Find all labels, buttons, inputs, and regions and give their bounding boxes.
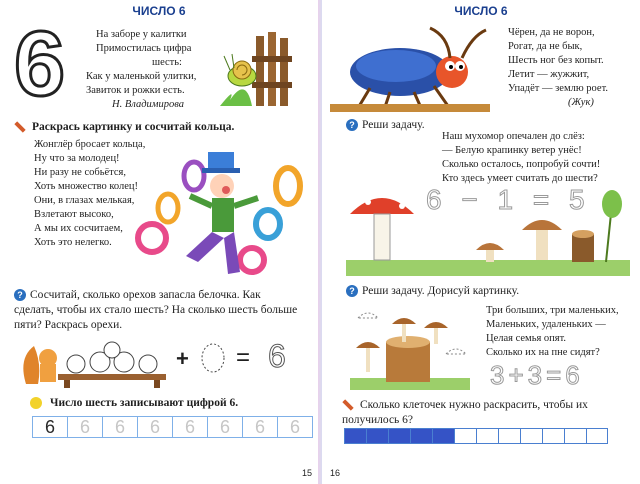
cell-filled bbox=[344, 428, 366, 444]
poem-line-4: Как у маленькой улитки, bbox=[86, 71, 197, 82]
right-task1-line-3: Сколько осталось, попробуй сочти! bbox=[442, 159, 601, 170]
cell-filled bbox=[388, 428, 410, 444]
equation-plus: + bbox=[176, 346, 189, 371]
page-number-left: 15 bbox=[301, 468, 312, 478]
writing-cell: 6 bbox=[289, 417, 300, 437]
beetle-illustration bbox=[330, 22, 490, 112]
dotted-equation-1: 6 − 1 = 5 bbox=[426, 184, 591, 215]
snail-fence-illustration bbox=[216, 26, 296, 112]
right-task3-block bbox=[342, 398, 630, 428]
stump-mushrooms-illustration bbox=[350, 302, 470, 390]
dotted-nut-outline bbox=[198, 340, 228, 376]
question-icon: ? bbox=[346, 285, 358, 297]
writing-row bbox=[30, 396, 238, 411]
cell-empty bbox=[542, 428, 564, 444]
task2-block bbox=[14, 288, 302, 333]
right-task2-title: Реши задачу. Дорисуй картинку. bbox=[362, 285, 520, 297]
right-task2-line-4: Сколько их на пне сидят? bbox=[486, 347, 600, 358]
squirrel-nuts-illustration bbox=[20, 338, 170, 388]
writing-cell: 6 bbox=[243, 417, 278, 437]
task1-row bbox=[14, 120, 234, 135]
right-task2-line-2: Маленьких, удаленьких — bbox=[486, 319, 606, 330]
poem-line-3: шесть: bbox=[152, 57, 182, 68]
cell-filled bbox=[366, 428, 388, 444]
riddle-line-4: Летит — жужжит, bbox=[508, 69, 590, 80]
task1-line-8: Хоть это нелегко. bbox=[34, 237, 112, 248]
riddle-line-2: Рогат, да не бык, bbox=[508, 41, 583, 52]
cell-filled bbox=[410, 428, 432, 444]
task1-line-1: Жонглёр бросает кольца, bbox=[34, 139, 146, 150]
cell-empty bbox=[586, 428, 608, 444]
writing-cells bbox=[32, 416, 313, 438]
riddle-line-3: Шесть ног без копыт. bbox=[508, 55, 604, 66]
pencil-icon bbox=[342, 400, 353, 411]
writing-cell: 6 bbox=[33, 417, 68, 437]
writing-cell: 6 bbox=[68, 417, 103, 437]
question-icon: ? bbox=[14, 289, 26, 301]
poem-line-2: Примостилась цифра bbox=[96, 43, 192, 54]
equation-equals: = bbox=[236, 344, 251, 371]
poem-line-1: На заборе у калитки bbox=[96, 29, 187, 40]
right-task2-row bbox=[346, 284, 519, 299]
cell-empty bbox=[454, 428, 476, 444]
cell-empty bbox=[564, 428, 586, 444]
writing-cell: 6 bbox=[208, 417, 243, 437]
right-task1-line-1: Наш мухомор опечален до слёз: bbox=[442, 131, 585, 142]
smiley-icon bbox=[30, 397, 42, 409]
cell-empty bbox=[498, 428, 520, 444]
writing-cell: 6 bbox=[138, 417, 173, 437]
right-page-header: ЧИСЛО 6 bbox=[454, 4, 508, 18]
writing-title: Число шесть записывают цифрой 6. bbox=[50, 397, 239, 409]
question-icon: ? bbox=[346, 119, 358, 131]
task2-text: Сосчитай, сколько орехов запасла белочка. Как сделать, чтобы их стало шесть? На сколько шесть больше пяти? Раскрась орехи. bbox=[14, 289, 298, 331]
right-page bbox=[322, 0, 640, 484]
left-page-header: ЧИСЛО 6 bbox=[132, 4, 186, 18]
task1-line-6: Взлетают высоко, bbox=[34, 209, 114, 220]
cell-filled bbox=[432, 428, 454, 444]
right-task2-line-1: Три больших, три маленьких, bbox=[486, 305, 619, 316]
poem-line-5: Завиток и рожки есть. bbox=[86, 85, 185, 96]
right-task1-title: Реши задачу. bbox=[362, 119, 425, 131]
task1-line-3: Ни разу не собьётся, bbox=[34, 167, 126, 178]
task1-line-4: Хоть множество колец! bbox=[34, 181, 139, 192]
task1-line-7: А мы их сосчитаем, bbox=[34, 223, 123, 234]
right-task2-line-3: Целая семья опят. bbox=[486, 333, 567, 344]
writing-cell: 6 bbox=[173, 417, 208, 437]
pencil-icon bbox=[14, 122, 25, 133]
cell-empty bbox=[476, 428, 498, 444]
big-digit-six: 6 bbox=[14, 13, 66, 115]
page-number-right: 16 bbox=[330, 468, 341, 478]
task1-line-5: Они, в глазах мелькая, bbox=[34, 195, 135, 206]
cell-empty bbox=[520, 428, 542, 444]
riddle-line-1: Чёрен, да не ворон, bbox=[508, 27, 595, 38]
juggler-illustration bbox=[128, 146, 304, 288]
left-page bbox=[0, 0, 318, 484]
poem-author: Н. Владимирова bbox=[112, 99, 184, 110]
right-task1-line-4: Кто здесь умеет считать до шести? bbox=[442, 173, 598, 184]
right-task3-text: Сколько клеточек нужно раскрасить, чтобы их получилось 6? bbox=[342, 399, 588, 426]
riddle-line-5: Упадёт — землю роет. bbox=[508, 83, 609, 94]
riddle-answer: (Жук) bbox=[568, 97, 594, 108]
coloring-cells bbox=[344, 428, 608, 444]
task1-title: Раскрась картинку и сосчитай кольца. bbox=[32, 121, 235, 133]
dotted-equation-2: 3+3=6 bbox=[490, 360, 584, 390]
task1-line-2: Ну что за молодец! bbox=[34, 153, 120, 164]
right-task1-line-2: — Белую крапинку ветер унёс! bbox=[442, 145, 582, 156]
equation-result: 6 bbox=[268, 338, 286, 374]
writing-cell: 6 bbox=[103, 417, 138, 437]
right-task1-row bbox=[346, 118, 425, 133]
